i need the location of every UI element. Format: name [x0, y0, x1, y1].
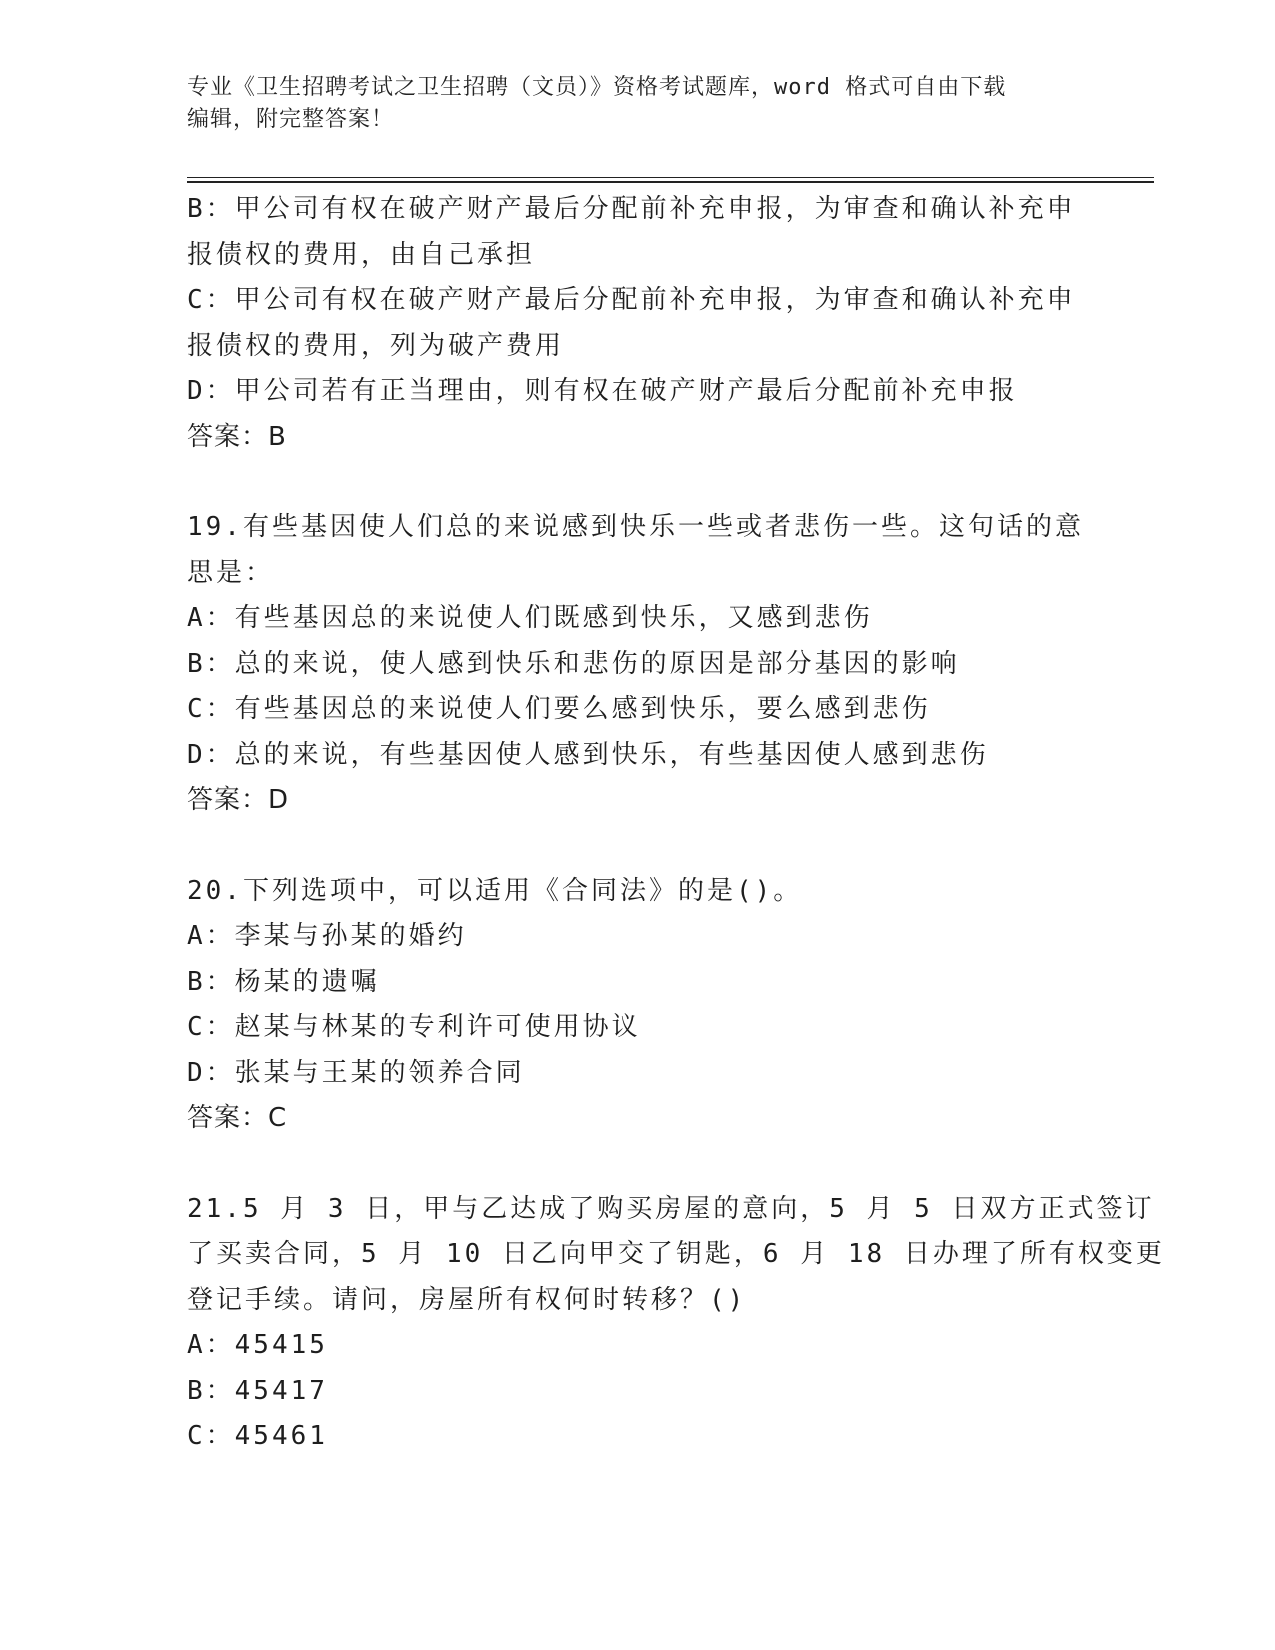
option-b-line-1: B：甲公司有权在破产财产最后分配前补充申报，为审查和确认补充申 — [187, 194, 1076, 224]
option-d: D：总的来说，有些基因使人感到快乐，有些基因使人感到悲伤 — [187, 739, 989, 770]
option-c: C：45461 — [187, 1421, 328, 1451]
spacer — [187, 824, 1087, 869]
document-header — [187, 72, 1087, 136]
option-b: B：杨某的遗嘱 — [187, 966, 380, 997]
option-a: A：45415 — [187, 1330, 328, 1360]
question-stem-line-1: 19.有些基因使人们总的来说感到快乐一些或者悲伤一些。这句话的意 — [187, 512, 1084, 542]
header-line-1: 专业《卫生招聘考试之卫生招聘（文员）》资格考试题库，word 格式可自由下载 — [187, 75, 1007, 100]
option-b: B：45417 — [187, 1375, 328, 1406]
spacer — [187, 460, 1087, 505]
question-19 — [187, 505, 1087, 824]
answer: 答案：C — [187, 1103, 288, 1133]
document-body — [187, 187, 1165, 1460]
option-d: D：甲公司若有正当理由，则有权在破产财产最后分配前补充申报 — [187, 376, 1018, 406]
question-stem-line-2: 了买卖合同，5 月 10 日乙向甲交了钥匙，6 月 18 日办理了所有权变更 — [187, 1239, 1165, 1269]
option-b: B：总的来说，使人感到快乐和悲伤的原因是部分基因的影响 — [187, 648, 960, 679]
question-stem-line-1: 21.5 月 3 日，甲与乙达成了购买房屋的意向，5 月 5 日双方正式签订 — [187, 1193, 1155, 1224]
question-20 — [187, 869, 1087, 1142]
answer: 答案：B — [187, 421, 287, 452]
option-a: A：李某与孙某的婚约 — [187, 921, 467, 951]
option-d: D：张某与王某的领养合同 — [187, 1057, 525, 1088]
option-c-line-2: 报债权的费用，列为破产费用 — [187, 330, 565, 361]
option-c: C：有些基因总的来说使人们要么感到快乐，要么感到悲伤 — [187, 694, 931, 724]
option-c-line-1: C：甲公司有权在破产财产最后分配前补充申报，为审查和确认补充申 — [187, 285, 1076, 315]
option-c: C：赵某与林某的专利许可使用协议 — [187, 1012, 641, 1042]
header-divider-top — [187, 177, 1154, 178]
header-divider-bottom — [187, 181, 1154, 183]
answer: 答案：D — [187, 785, 290, 815]
question-stem-line-2: 思是： — [187, 557, 275, 588]
header-line-2: 编辑，附完整答案！ — [187, 107, 395, 132]
question-stem: 20.下列选项中，可以适用《合同法》的是()。 — [187, 875, 803, 906]
option-b-line-2: 报债权的费用，由自己承担 — [187, 239, 536, 270]
question-18 — [187, 187, 1087, 460]
spacer — [187, 1142, 1087, 1187]
option-a: A：有些基因总的来说使人们既感到快乐，又感到悲伤 — [187, 603, 873, 633]
question-21 — [187, 1187, 1165, 1460]
question-stem-line-3: 登记手续。请问，房屋所有权何时转移？() — [187, 1284, 747, 1315]
